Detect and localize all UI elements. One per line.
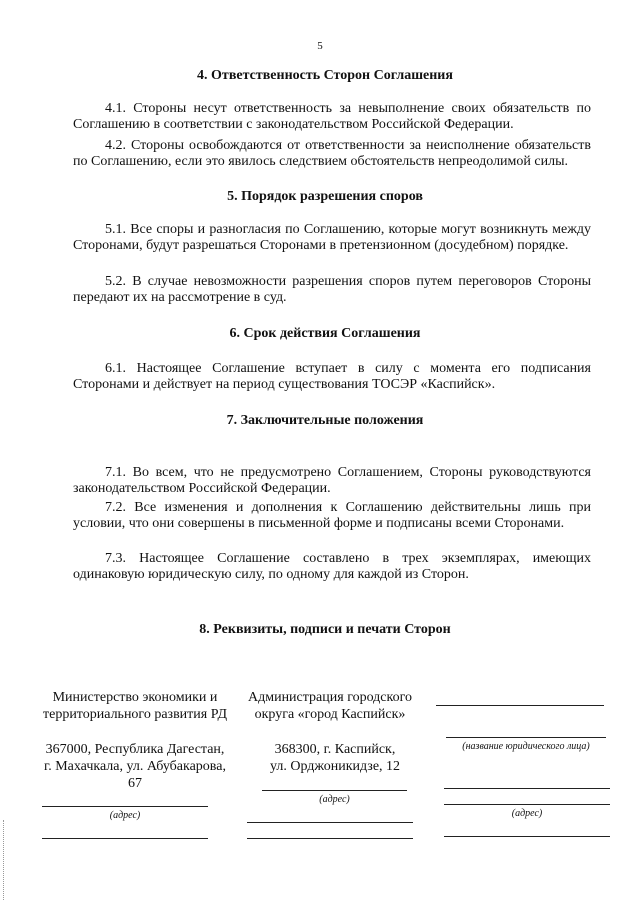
legal-entity-name-line-1 xyxy=(436,705,604,706)
legal-entity-signature-line xyxy=(444,836,610,837)
ministry-address-line-2: г. Махачкала, ул. Абубакарова, xyxy=(44,759,226,774)
legal-entity-name-line-2 xyxy=(446,737,606,738)
section-6-title: 6. Срок действия Соглашения xyxy=(229,326,421,341)
section-8-title: 8. Реквизиты, подписи и печати Сторон xyxy=(199,622,451,637)
ministry-address xyxy=(10,741,260,792)
ministry-name xyxy=(20,689,250,723)
clause-7-2: 7.2. Все изменения и дополнения к Соглашению действительны лишь при условии, что они совершены в письменной форме и подписаны всеми Сторонами. xyxy=(73,500,591,531)
ministry-signature-line xyxy=(42,838,208,839)
legal-entity-address-line-1 xyxy=(444,788,610,789)
administration-address xyxy=(250,741,420,775)
clause-4-1: 4.1. Стороны несут ответственность за невыполнение своих обязательств по Соглашению в соответствии с законодательством Российской Федерации. xyxy=(73,101,591,132)
administration-address-underline xyxy=(262,790,407,791)
legal-entity-address-caption: (адрес) xyxy=(511,808,543,819)
legal-entity-name-caption: (название юридического лица) xyxy=(462,741,590,752)
ministry-address-line-3: 67 xyxy=(128,776,142,791)
ministry-address-underline xyxy=(42,806,208,807)
page-number: 5 xyxy=(317,40,323,52)
clause-6-1: 6.1. Настоящее Соглашение вступает в силу с момента его подписания Сторонами и действует на период существования ТОСЭР «Каспийск». xyxy=(73,361,591,392)
clause-7-1: 7.1. Во всем, что не предусмотрено Соглашением, Стороны руководствуются законодательством Российской Федерации. xyxy=(73,465,591,496)
ministry-address-caption: (адрес) xyxy=(109,810,141,821)
clause-4-2: 4.2. Стороны освобождаются от ответственности за неисполнение обязательств по Соглашению, если это явилось следствием обстоятельств непреодолимой силы. xyxy=(73,138,591,169)
legal-entity-address-line-2 xyxy=(444,804,610,805)
administration-signature-line-1 xyxy=(247,822,413,823)
section-4-title: 4. Ответственность Сторон Соглашения xyxy=(197,68,453,83)
clause-7-3: 7.3. Настоящее Соглашение составлено в трех экземплярах, имеющих одинаковую юридическую силу, по одному для каждой из Сторон. xyxy=(73,551,591,582)
section-5-title: 5. Порядок разрешения споров xyxy=(227,189,423,204)
ministry-name-line-1: Министерство экономики и xyxy=(52,690,218,705)
clause-5-2: 5.2. В случае невозможности разрешения споров путем переговоров Стороны передают их на рассмотрение в суд. xyxy=(73,274,591,305)
administration-address-caption: (адрес) xyxy=(319,794,350,805)
administration-name-line-2: округа «город Каспийск» xyxy=(254,707,406,722)
scan-margin-artifact xyxy=(3,820,5,900)
clause-5-1: 5.1. Все споры и разногласия по Соглашению, которые могут возникнуть между Сторонами, будут разрешаться Сторонами в претензионном (досудебном) порядке. xyxy=(73,222,591,253)
administration-address-line-2: ул. Орджоникидзе, 12 xyxy=(269,759,401,774)
section-7-title: 7. Заключительные положения xyxy=(226,413,424,428)
administration-signature-line-2 xyxy=(247,838,413,839)
administration-name-line-1: Администрация городского xyxy=(247,690,413,705)
administration-name xyxy=(230,689,430,723)
administration-address-line-1: 368300, г. Каспийск, xyxy=(274,742,396,757)
ministry-name-line-2: территориального развития РД xyxy=(42,707,228,722)
ministry-address-line-1: 367000, Республика Дагестан, xyxy=(45,742,225,757)
